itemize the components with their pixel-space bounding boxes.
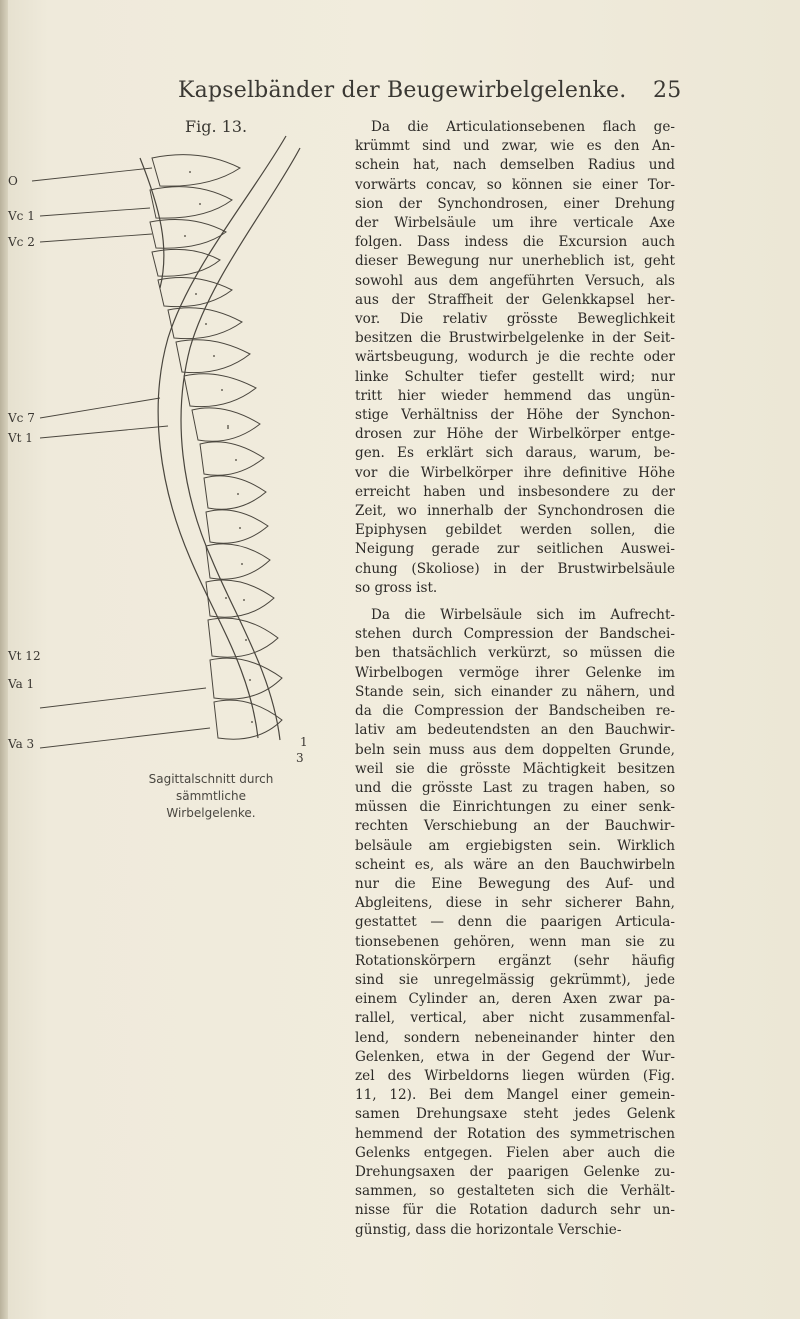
text-line: aus der Straffheit der Gelenkkapsel her- bbox=[355, 291, 675, 308]
figure-label: Fig. 13. bbox=[185, 117, 248, 136]
annotation-1: 1 bbox=[300, 735, 308, 749]
text-line: erreicht haben und insbesondere zu der bbox=[355, 483, 675, 500]
text-line: gen. Es erklärt sich daraus, warum, be- bbox=[355, 445, 675, 462]
text-line: 11, 12). Bei dem Mangel einer gemein- bbox=[355, 1087, 675, 1104]
text-line: chung (Skoliose) in der Brustwirbelsäule bbox=[355, 560, 675, 577]
text-line: tritt hier wieder hemmend das ungün- bbox=[355, 387, 675, 404]
annotation-Vc7: Vc 7 bbox=[8, 411, 35, 425]
text-line: hemmend der Rotation des symmetrischen bbox=[355, 1125, 675, 1142]
annotation-Vc2: Vc 2 bbox=[8, 235, 35, 249]
text-line: Stande sein, sich einander zu nähern, und bbox=[355, 683, 675, 700]
paragraph-2 bbox=[355, 606, 675, 1240]
annotation-O: O bbox=[8, 174, 18, 188]
text-line: der Wirbelsäule um ihre verticale Axe bbox=[355, 215, 675, 232]
annotation-Va1: Va 1 bbox=[8, 677, 35, 691]
caption-line: Wirbelgelenke. bbox=[166, 806, 256, 820]
text-line: stige Verhältniss der Höhe der Synchon- bbox=[355, 407, 675, 424]
page-number: 25 bbox=[653, 78, 682, 103]
text-line: und die grösste Last zu tragen haben, so bbox=[355, 779, 675, 796]
text-line: rechten Verschiebung an der Bauchwir- bbox=[355, 818, 675, 835]
text-line: Neigung gerade zur seitlichen Auswei- bbox=[355, 541, 675, 558]
text-line: linke Schulter tiefer gestellt wird; nur bbox=[355, 368, 675, 385]
text-line: ben thatsächlich verkürzt, so müssen die bbox=[355, 645, 675, 662]
body-text-column bbox=[355, 118, 675, 1248]
annotation-Vc1: Vc 1 bbox=[8, 209, 35, 223]
text-line: Abgleitens, diese in sehr sicherer Bahn, bbox=[355, 895, 675, 912]
text-line: tionsebenen gehören, wenn man sie zu bbox=[355, 933, 675, 950]
text-line: vor die Wirbelkörper ihre definitive Höhe bbox=[355, 464, 675, 481]
text-line: rallel, vertical, aber nicht zusammenfal- bbox=[355, 1010, 675, 1027]
text-line: belsäule am ergiebigsten sein. Wirklich bbox=[355, 837, 675, 854]
text-line: vor. Die relativ grösste Beweglichkeit bbox=[355, 311, 675, 328]
text-line: sammen, so gestalteten sich die Verhält- bbox=[355, 1183, 675, 1200]
text-line: Gelenken, etwa in der Gegend der Wur- bbox=[355, 1048, 675, 1065]
text-line: schein hat, nach demselben Radius und bbox=[355, 157, 675, 174]
text-line: lativ am bedeutendsten an den Bauchwir- bbox=[355, 722, 675, 739]
annotation-Va3: Va 3 bbox=[8, 737, 35, 751]
text-line: Zeit, wo innerhalb der Synchondrosen die bbox=[355, 503, 675, 520]
text-line: beln sein muss aus dem doppelten Grunde, bbox=[355, 741, 675, 758]
text-line: Wirbelbogen vermöge ihrer Gelenke im bbox=[355, 664, 675, 681]
spine-outline-back bbox=[181, 148, 300, 740]
skull-base-curve bbox=[140, 158, 164, 288]
text-line: Drehungsaxen der paarigen Gelenke zu- bbox=[355, 1163, 675, 1180]
spine-drawing bbox=[0, 128, 340, 768]
caption-line: Sagittalschnitt durch sämmtliche bbox=[148, 772, 274, 803]
text-line: folgen. Dass indess die Excursion auch bbox=[355, 234, 675, 251]
header-title: Kapselbänder der Beugewirbelgelenke. bbox=[178, 78, 627, 103]
text-line: besitzen die Brustwirbelgelenke in der Seit- bbox=[355, 330, 675, 347]
figure-spine-illustration bbox=[0, 128, 340, 768]
text-line: Gelenks entgegen. Fielen aber auch die bbox=[355, 1144, 675, 1161]
text-line: drosen zur Höhe der Wirbelkörper entge- bbox=[355, 426, 675, 443]
text-line: gestattet — denn die paarigen Articula- bbox=[355, 914, 675, 931]
text-line: einem Cylinder an, deren Axen zwar pa- bbox=[355, 991, 675, 1008]
text-line: zel des Wirbeldorns liegen würden (Fig. bbox=[355, 1067, 675, 1084]
text-line: da die Compression der Bandscheiben re- bbox=[355, 703, 675, 720]
spine-outline-front bbox=[158, 136, 286, 738]
text-line: lend, sondern nebeneinander hinter den bbox=[355, 1029, 675, 1046]
text-line: stehen durch Compression der Bandschei- bbox=[355, 626, 675, 643]
text-line: wärtsbeugung, wodurch je die rechte oder bbox=[355, 349, 675, 366]
text-line: günstig, dass die horizontale Verschie- bbox=[355, 1221, 622, 1238]
text-line: sowohl aus dem angeführten Versuch, als bbox=[355, 272, 675, 289]
annotation-Vt12: Vt 12 bbox=[8, 649, 41, 663]
text-line: weil sie die grösste Mächtigkeit besitzen bbox=[355, 760, 675, 777]
text-line: vorwärts concav, so können sie einer Tor- bbox=[355, 176, 675, 193]
text-line: sion der Synchondrosen, einer Drehung bbox=[355, 195, 675, 212]
text-line: Da die Articulationsebenen flach ge- bbox=[371, 119, 675, 135]
annotation-3: 3 bbox=[296, 751, 304, 765]
text-line: müssen die Einrichtungen zu einer senk- bbox=[355, 799, 675, 816]
annotation-Vt1: Vt 1 bbox=[8, 431, 33, 445]
text-line: so gross ist. bbox=[355, 579, 438, 596]
text-line: Da die Wirbelsäule sich im Aufrecht- bbox=[371, 607, 675, 624]
text-line: sind sie unregelmässig gekrümmt), jede bbox=[355, 971, 675, 988]
running-header bbox=[0, 78, 800, 106]
text-line: krümmt sind und zwar, wie es den An- bbox=[355, 138, 675, 155]
paragraph-1 bbox=[355, 118, 675, 598]
text-line: Rotationskörpern ergänzt (sehr häufig bbox=[355, 952, 675, 969]
text-line: samen Drehungsaxe steht jedes Gelenk bbox=[355, 1106, 675, 1123]
text-line: dieser Bewegung nur unerheblich ist, geht bbox=[355, 253, 675, 270]
figure-caption bbox=[116, 771, 306, 822]
text-line: nisse für die Rotation dadurch sehr un- bbox=[355, 1202, 675, 1219]
text-line: scheint es, als wäre an den Bauchwirbeln bbox=[355, 856, 675, 873]
text-line: Epiphysen gebildet werden sollen, die bbox=[355, 522, 675, 539]
text-line: nur die Eine Bewegung des Auf- und bbox=[355, 875, 675, 892]
